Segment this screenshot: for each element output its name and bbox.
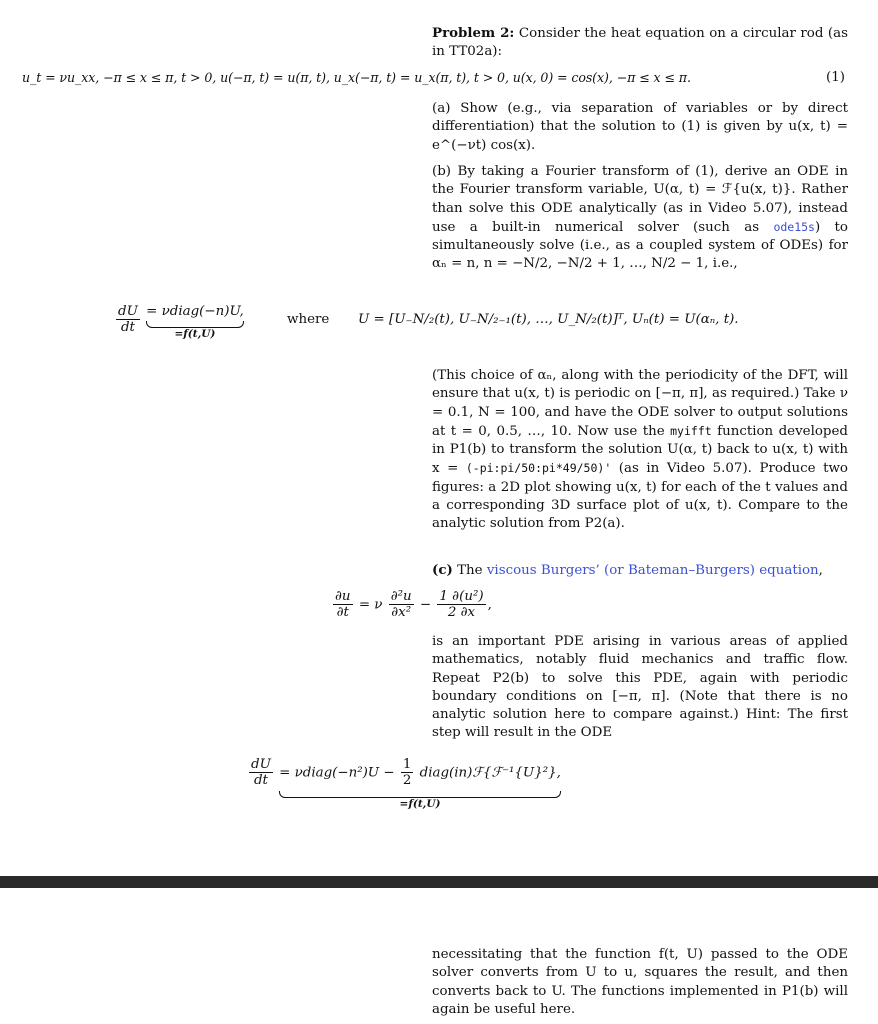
part-b bbox=[432, 163, 848, 274]
part-c-label: (c) bbox=[432, 562, 453, 578]
equation-3 bbox=[331, 589, 492, 621]
burgers-equation-link[interactable]: viscous Burgers’ (or Bateman–Burgers) equation bbox=[486, 563, 819, 578]
part-b-text-1: By taking a Fourier transform of (1), derive an ODE in the Fourier transform variable, U(α, t) = ℱ{u(x, t)}. Rather than solve this ODE analytically (as in Video 5.07), instead use a built-in numerical solver (such as bbox=[432, 164, 848, 235]
underbrace bbox=[279, 791, 561, 798]
part-c-continued: is an important PDE arising in various areas of applied mathematics, notably fluid mechanics and traffic flow. Repeat P2(b) to solve this PDE, again with periodic boundary conditions on [−π, π]. (Note that there is no analytic solution here to compare against.) Hint: The first step will result in the ODE bbox=[432, 634, 848, 741]
problem-heading: Problem 2: bbox=[432, 25, 515, 41]
part-b-cont-text-2: function developed in P1(b) to transform the solution U(α, t) back to u(x, t) with x = bbox=[432, 423, 848, 477]
equation-1-number: (1) bbox=[826, 70, 845, 85]
part-b-continued bbox=[432, 367, 848, 534]
eq3-term2 bbox=[437, 589, 485, 621]
ode15s-code[interactable]: ode15s bbox=[773, 219, 815, 234]
myifft-code: myifft bbox=[670, 423, 712, 438]
equation-2-lhs bbox=[116, 304, 140, 336]
eq4-brace-label: =f(t,U) bbox=[399, 797, 441, 810]
equation-2 bbox=[114, 304, 244, 340]
eq3-comma: , bbox=[487, 597, 492, 613]
eq2-brace-label: =f(t,U) bbox=[174, 328, 216, 340]
eq2-lhs-num: dU bbox=[118, 304, 138, 319]
problem-intro bbox=[432, 24, 848, 62]
equation-1: u_t = νu_xx, −π ≤ x ≤ π, t > 0, u(−π, t) = u(π, t), u_x(−π, t) = u_x(π, t), t > 0, u(x, 0) = cos(x), −π ≤ x ≤ π. bbox=[22, 70, 691, 85]
eq3-t2-num: 1 ∂(u²) bbox=[439, 589, 484, 604]
eq3-lhs-den: ∂t bbox=[336, 605, 349, 621]
problem-intro-text: Consider the heat equation on a circular rod (as in TT02a): bbox=[432, 26, 848, 60]
eq4-rhs-2: diag(in)ℱ{ℱ⁻¹{U}²}, bbox=[419, 765, 561, 781]
part-b-cont-text-3: (as in Video 5.07). Produce two figures: a 2D plot showing u(x, t) for each of the t values and a corresponding 3D surface plot of u(x, t). Compare to the analytic solution from P2(a). bbox=[432, 461, 848, 532]
part-a-text: Show (e.g., via separation of variables or by direct differentiation) that the solution to (1) is given by u(x, t) = e^(−νt) cos(x). bbox=[432, 101, 848, 153]
eq4-lhs-den: dt bbox=[253, 773, 268, 789]
eq3-lhs bbox=[333, 589, 353, 621]
eq4-lhs bbox=[249, 757, 273, 789]
part-b-text-2: ) to simultaneously solve (i.e., as a coupled system of ODEs) for αₙ = n, n = −N/2, −N/2 + 1, …, N/2 − 1, i.e., bbox=[432, 219, 848, 272]
eq4-half bbox=[401, 757, 414, 789]
eq3-t2-den: 2 ∂x bbox=[447, 605, 476, 621]
eq3-term1 bbox=[389, 589, 414, 621]
equation-4 bbox=[247, 757, 561, 810]
eq4-rhs-1: = νdiag(−n²)U − bbox=[279, 765, 395, 781]
eq3-equals-nu: = ν bbox=[358, 597, 383, 613]
eq4-half-den: 2 bbox=[402, 773, 412, 789]
eq4-rhs-brace bbox=[279, 757, 561, 810]
part-c-text-2: , bbox=[818, 563, 823, 578]
equation-2-where: where bbox=[287, 312, 330, 327]
eq3-lhs-num: ∂u bbox=[335, 589, 351, 604]
equation-2-rhs-brace bbox=[146, 304, 244, 340]
page-divider bbox=[0, 876, 878, 888]
eq4-lhs-num: dU bbox=[251, 757, 271, 772]
eq2-rhs: = νdiag(−n)U, bbox=[146, 304, 244, 319]
part-a-label: (a) bbox=[432, 101, 451, 116]
part-c-text-1: The bbox=[457, 563, 483, 578]
eq3-minus: − bbox=[419, 597, 432, 613]
eq3-t1-den: ∂x² bbox=[391, 605, 412, 621]
eq3-t1-num: ∂²u bbox=[390, 589, 412, 604]
part-b-cont-text-1: (This choice of αₙ, along with the periodicity of the DFT, will ensure that u(x, t) is periodic on [−π, π], as required.) Take ν = 0.1, N = 100, and have the ODE solver to output solutions at t = 0, 0.5, …, 10. Now use the bbox=[432, 368, 848, 439]
part-c bbox=[432, 561, 848, 580]
eq4-half-num: 1 bbox=[402, 757, 412, 772]
x-grid-code: (-pi:pi/50:pi*49/50)' bbox=[465, 461, 612, 476]
eq2-lhs-den: dt bbox=[120, 320, 135, 336]
part-b-label: (b) bbox=[432, 164, 452, 179]
page-2-text: necessitating that the function f(t, U) passed to the ODE solver converts from U to u, squares the result, and then converts back to U. The functions implemented in P1(b) will again be useful here. bbox=[432, 947, 848, 1017]
part-a bbox=[432, 100, 848, 155]
underbrace bbox=[146, 321, 244, 328]
equation-2-definition: U = [U₋N/₂(t), U₋N/₂₋₁(t), …, U_N/₂(t)]ᵀ, Uₙ(t) = U(αₙ, t). bbox=[358, 312, 739, 327]
